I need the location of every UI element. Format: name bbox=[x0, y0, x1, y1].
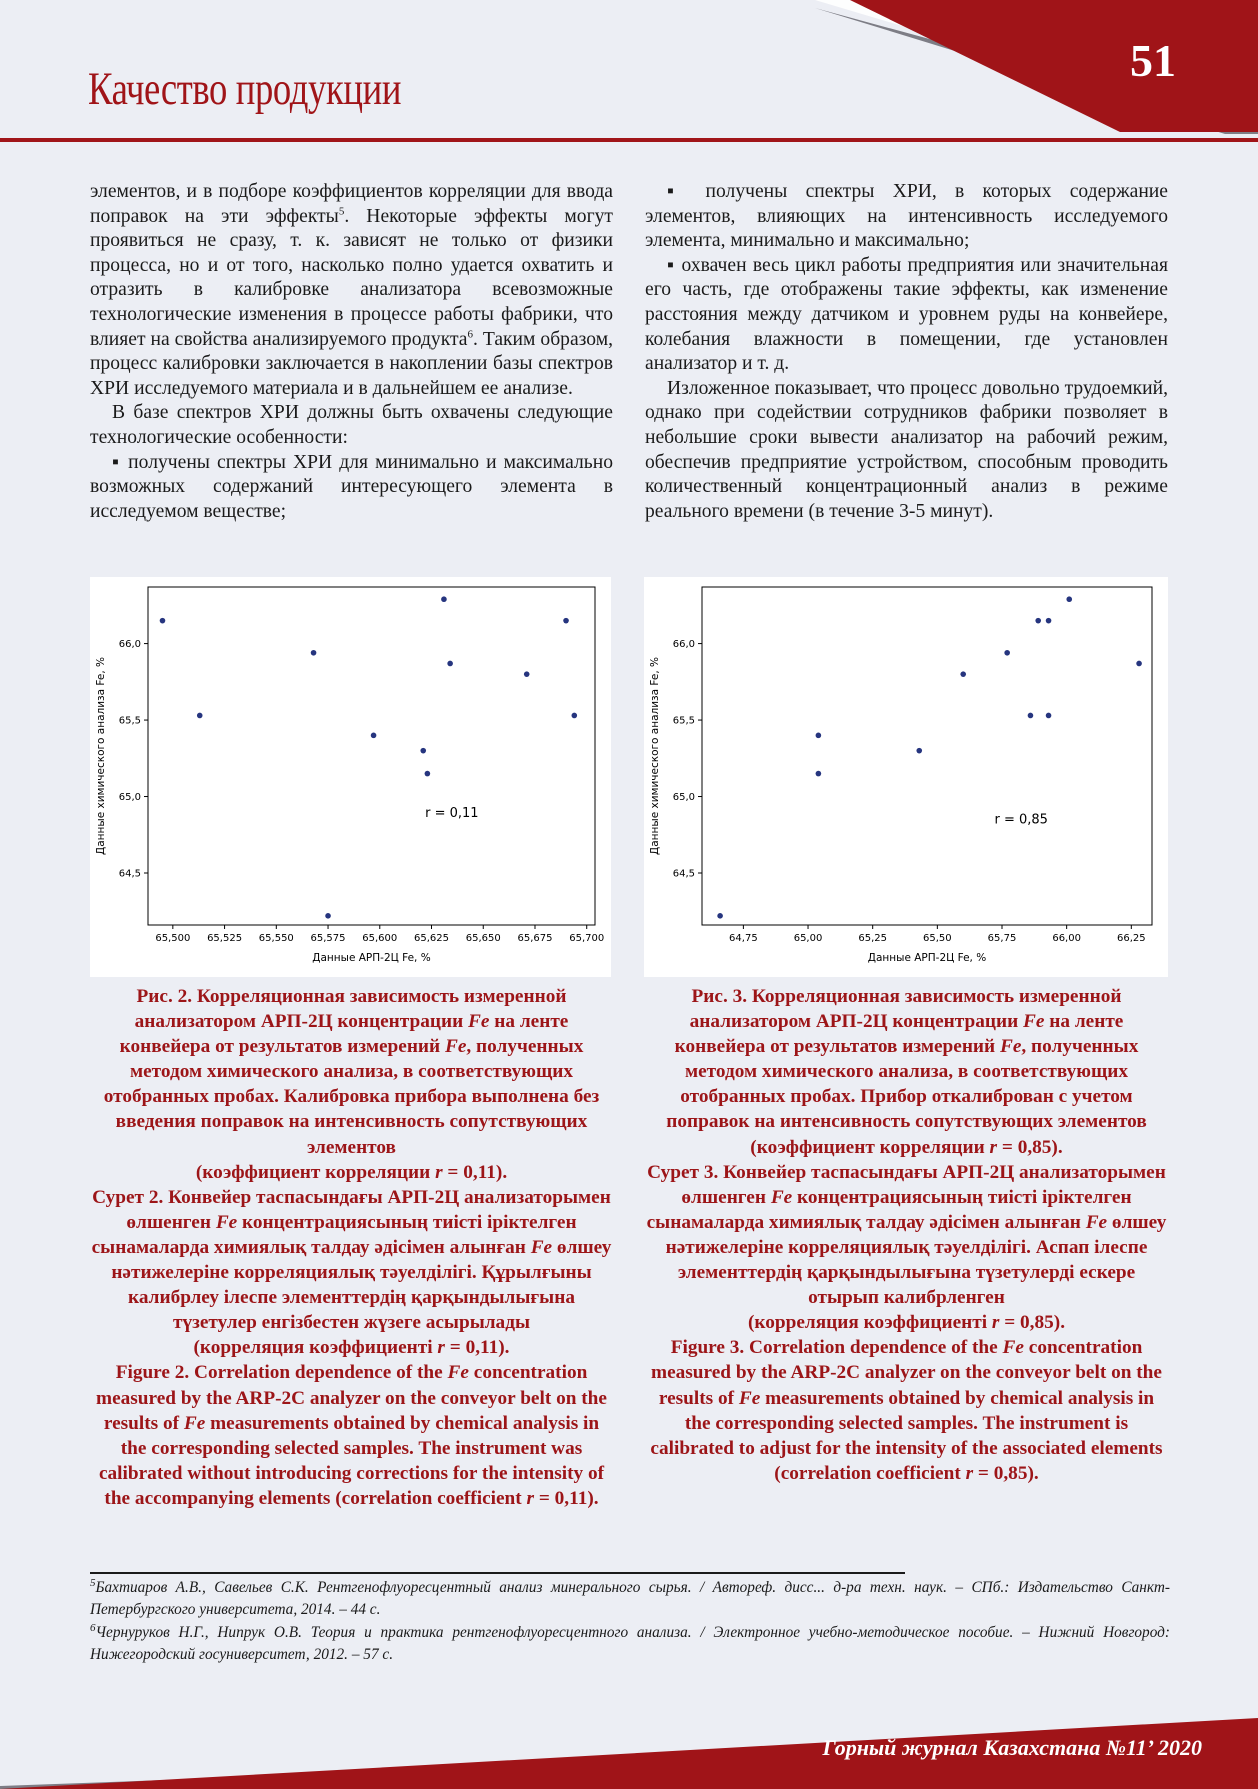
data-point bbox=[1028, 713, 1034, 719]
x-axis-label: Данные АРП-2Ц Fe, % bbox=[867, 952, 987, 964]
bullet-item: ▪ получены спектры ХРИ для минимально и максимально возможных содержаний интересующего элемента в исследуемом веществе; bbox=[90, 451, 613, 522]
figure-3-caption bbox=[645, 984, 1168, 1486]
footnote-6: $^6$Чернуруков Н.Г., Нипрук О.В. Теория и практика рентгенофлуоресцентного анализа. / Электронное учебно-методическое пособие. – Нижний Новгород: Нижегородский госуниверситет, 2012. – 57 с. bbox=[90, 1621, 1170, 1663]
plot-frame bbox=[148, 587, 595, 925]
x-tick-label: 65,575 bbox=[310, 933, 346, 944]
data-point bbox=[311, 650, 317, 656]
bullet-item: ▪ получены спектры ХРИ, в которых содержание элементов, влияющих на интенсивность исследуемого элемента, минимально и максимально; bbox=[645, 181, 1168, 252]
footnote-5: $^5$Бахтиаров А.В., Савельев С.К. Рентгенофлуоресцентный анализ минерального сырья. / Автореф. дисс... д-ра техн. наук. – СПб.: Издательство Санкт-Петербургского университета, 2014. – 44 с. bbox=[90, 1576, 1170, 1618]
data-point bbox=[1035, 618, 1041, 624]
caption-ru: Рис. 2. Корреляционная зависимость измеренной анализатором АРП-2Ц концентрации Fe на ленте конвейера от результатов измерений Fe, полученных методом химического анализа, в соответствующих отобранных пробах. Калибровка прибора выполнена без введения поправок на интенсивность сопутствующих элементов (коэффициент корреляции r = 0,11). bbox=[103, 986, 600, 1183]
data-point bbox=[371, 733, 377, 739]
left-column bbox=[90, 180, 613, 524]
correlation-annotation: r = 0,85 bbox=[994, 812, 1048, 828]
x-tick-label: 65,650 bbox=[465, 933, 501, 944]
paragraph: элементов, и в подборе коэффициентов корреляции для ввода поправок на эти эффекты$^5$. Некоторые эффекты могут проявиться не сразу, т. к. зависят не только от физики процесса, но и от того, насколько полно удается охватить и отразить в калибровке анализатора всевозможные технологические изменения в процессе работы фабрики, что влияет на свойства анализируемого продукта$^6$. Таким образом, процесс калибровки заключается в накоплении базы спектров ХРИ исследуемого материала и в дальнейшем ее анализе. bbox=[90, 181, 614, 399]
data-point bbox=[160, 618, 166, 624]
plot-frame bbox=[702, 587, 1152, 925]
caption-en: Figure 3. Correlation dependence of the Fe concentration measured by the ARP-2C analyzer on the conveyor belt on the results of Fe measurements obtained by chemical analysis in the corresponding selected samples. The instrument is calibrated to adjust for the intensity of the associated elements (correlation coefficient r = 0,85). bbox=[650, 1337, 1163, 1484]
correlation-annotation: r = 0,11 bbox=[425, 805, 479, 821]
paragraph: Изложенное показывает, что процесс довольно трудоемкий, однако при содействии сотрудников фабрики позволяет в небольшие сроки вывести анализатор на рабочий режим, обеспечив предприятие устройством, способным проводить количественный концентрационный анализ в режиме реального времени (в течение 3-5 минут). bbox=[645, 377, 1168, 522]
data-point bbox=[197, 713, 203, 719]
data-point bbox=[325, 913, 331, 919]
y-tick-label: 65,5 bbox=[118, 715, 141, 727]
x-tick-label: 65,75 bbox=[987, 933, 1017, 944]
journal-footer: Горный журнал Казахстана №11’ 2020 bbox=[822, 1735, 1202, 1760]
y-axis-label: Данные химического анализа Fe, % bbox=[649, 657, 661, 855]
data-point bbox=[960, 671, 966, 677]
x-axis-label: Данные АРП-2Ц Fe, % bbox=[312, 952, 431, 964]
x-tick-label: 65,700 bbox=[569, 933, 605, 944]
figure-2-caption bbox=[90, 984, 613, 1511]
x-tick-label: 65,550 bbox=[258, 933, 294, 944]
x-tick-label: 65,525 bbox=[207, 933, 243, 944]
bullet-item: ▪ охвачен весь цикл работы предприятия или значительная его часть, где отображены такие эффекты, как изменение расстояния между датчиком и уровнем руды на конвейере, колебания влажности в помещении, где установлен анализатор и т. д. bbox=[645, 254, 1168, 375]
data-point bbox=[425, 771, 431, 777]
x-tick-label: 65,25 bbox=[858, 933, 888, 944]
caption-kz: Сурет 2. Конвейер таспасындағы АРП-2Ц анализаторымен өлшенген Fe концентрациясының тиісті іріктелген сынамаларда химиялық талдау әдісімен алынған Fe өлшеу нәтижелеріне корреляциялық тәуелділігі. Құрылғыны калибрлеу ілеспе элементтердің қарқындылығына түзетулер енгізбестен жүзеге асырылады (корреляция коэффициенті r = 0,11). bbox=[91, 1186, 612, 1359]
x-tick-label: 66,00 bbox=[1052, 933, 1081, 944]
caption-ru: Рис. 3. Корреляционная зависимость измеренной анализатором АРП-2Ц концентрации Fe на ленте конвейера от результатов измерений Fe, полученных методом химического анализа, в соответствующих отобранных пробах. Прибор откалиброван с учетом поправок на интенсивность сопутствующих элементов (коэффициент корреляции r = 0,85). bbox=[666, 986, 1147, 1158]
data-point bbox=[572, 713, 578, 719]
figure-2-chart bbox=[90, 577, 611, 977]
footnote-ref[interactable]: 6 bbox=[467, 328, 473, 341]
data-point bbox=[1046, 618, 1052, 624]
x-tick-label: 65,675 bbox=[517, 933, 553, 944]
data-point bbox=[563, 618, 569, 624]
y-tick-label: 64,5 bbox=[672, 868, 695, 880]
data-point bbox=[717, 913, 723, 919]
page-number: 51 bbox=[1130, 35, 1176, 86]
data-point bbox=[524, 671, 530, 677]
data-point bbox=[447, 661, 453, 667]
data-point bbox=[816, 771, 822, 777]
y-axis-label: Данные химического анализа Fe, % bbox=[95, 657, 107, 855]
data-point bbox=[816, 733, 822, 739]
data-point bbox=[441, 596, 447, 602]
footnote-ref[interactable]: 5 bbox=[338, 205, 345, 218]
data-point bbox=[1136, 661, 1142, 667]
data-point bbox=[916, 748, 922, 754]
y-tick-label: 65,5 bbox=[672, 715, 695, 727]
x-tick-label: 65,00 bbox=[793, 933, 823, 944]
y-tick-label: 64,5 bbox=[118, 868, 141, 880]
data-point bbox=[1004, 650, 1010, 656]
x-tick-label: 65,600 bbox=[362, 933, 398, 944]
x-tick-label: 65,625 bbox=[414, 933, 450, 944]
y-tick-label: 65,0 bbox=[118, 792, 141, 804]
header-rule bbox=[0, 138, 1258, 142]
data-point bbox=[1066, 596, 1072, 602]
x-tick-label: 66,25 bbox=[1116, 933, 1146, 944]
section-title: Качество продукции bbox=[88, 63, 402, 115]
scatter-plot bbox=[90, 577, 611, 977]
caption-kz: Сурет 3. Конвейер таспасындағы АРП-2Ц анализаторымен өлшенген Fe концентрациясының тиісті іріктелген сынамаларда химиялық талдау әдісімен алынған Fe өлшеу нәтижелеріне корреляциялық тәуелділігі. Аспап ілеспе элементтердің қарқындылығына түзетулерді ескере отырып калибрленген (корреляция коэффициенті r = 0,85). bbox=[646, 1161, 1167, 1334]
figure-3-chart bbox=[644, 577, 1168, 977]
y-tick-label: 66,0 bbox=[118, 639, 141, 651]
x-tick-label: 65,50 bbox=[923, 933, 952, 944]
y-tick-label: 66,0 bbox=[672, 639, 695, 651]
x-tick-label: 65,500 bbox=[155, 933, 191, 944]
y-tick-label: 65,0 bbox=[672, 792, 695, 804]
data-point bbox=[1046, 713, 1052, 719]
right-column bbox=[645, 180, 1168, 524]
paragraph: В базе спектров ХРИ должны быть охвачены следующие технологические особенности: bbox=[90, 402, 613, 448]
caption-en: Figure 2. Correlation dependence of the Fe concentration measured by the ARP-2C analyzer on the conveyor belt on the results of Fe measurements obtained by chemical analysis in the corresponding selected samples. The instrument was calibrated without introducing corrections for the intensity of the accompanying elements (correlation coefficient r = 0,11). bbox=[96, 1362, 607, 1509]
scatter-plot bbox=[644, 577, 1168, 977]
data-point bbox=[420, 748, 426, 754]
x-tick-label: 64,75 bbox=[729, 933, 758, 944]
footnote-rule bbox=[90, 1572, 905, 1574]
